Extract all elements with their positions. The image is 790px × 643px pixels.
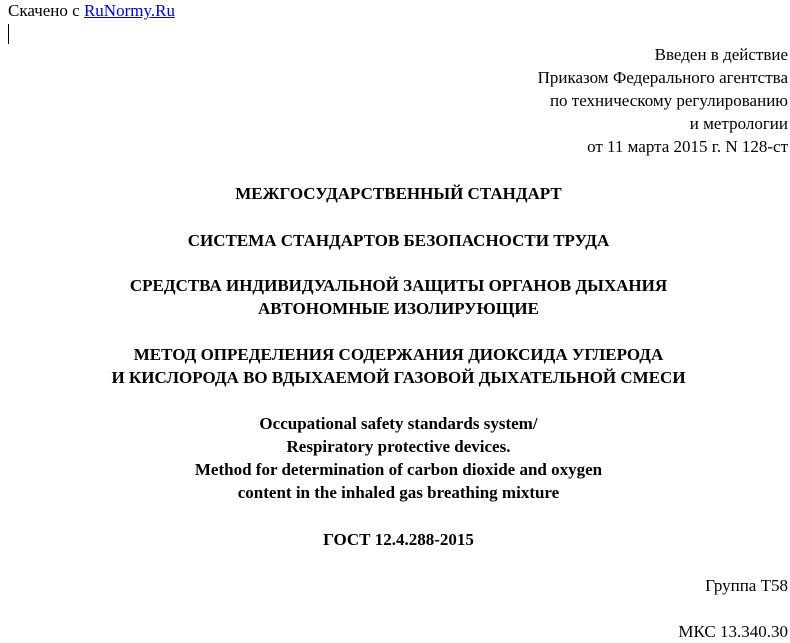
heading-text: МЕЖГОСУДАРСТВЕННЫЙ СТАНДАРТ	[235, 184, 562, 203]
enactment-line: и метрологии	[689, 114, 788, 133]
heading-text: СРЕДСТВА ИНДИВИДУАЛЬНОЙ ЗАЩИТЫ ОРГАНОВ ДЫХАНИЯ	[129, 276, 668, 295]
interstate-standard-heading	[0, 182, 790, 205]
gost-number	[0, 528, 790, 551]
enactment-line: Введен в действие	[654, 45, 788, 64]
heading-text: АВТОНОМНЫЕ ИЗОЛИРУЮЩИЕ	[258, 299, 539, 318]
english-title-line: Respiratory protective devices.	[286, 437, 511, 456]
heading-text: И КИСЛОРОДА ВО ВДЫХАЕМОЙ ГАЗОВОЙ ДЫХАТЕЛЬНОЙ СМЕСИ	[111, 368, 686, 387]
download-prefix: Скачено с	[8, 1, 80, 20]
method-heading	[0, 343, 790, 389]
group-label: Группа Т58	[705, 576, 788, 595]
english-title	[0, 412, 790, 504]
gost-number-text: ГОСТ 12.4.288-2015	[323, 530, 474, 549]
english-title-line: Occupational safety standards system/	[259, 414, 538, 433]
system-heading	[0, 229, 790, 252]
heading-text: МЕТОД ОПРЕДЕЛЕНИЯ СОДЕРЖАНИЯ ДИОКСИДА УГЛЕРОДА	[133, 345, 664, 364]
english-title-line: Method for determination of carbon dioxide and oxygen	[194, 460, 603, 479]
download-source-line	[8, 0, 175, 22]
means-heading	[0, 274, 790, 320]
runormy-link[interactable]: RuNormy.Ru	[83, 1, 175, 20]
english-title-line: content in the inhaled gas breathing mixture	[237, 483, 560, 502]
enactment-line: по техническому регулированию	[549, 91, 788, 110]
enactment-line: Приказом Федерального агентства	[537, 68, 788, 87]
heading-text: СИСТЕМА СТАНДАРТОВ БЕЗОПАСНОСТИ ТРУДА	[187, 231, 610, 250]
text-cursor	[8, 24, 9, 44]
enactment-line: от 11 марта 2015 г. N 128-ст	[587, 137, 788, 156]
mks-label: МКС 13.340.30	[678, 622, 788, 641]
enactment-block	[538, 43, 788, 158]
